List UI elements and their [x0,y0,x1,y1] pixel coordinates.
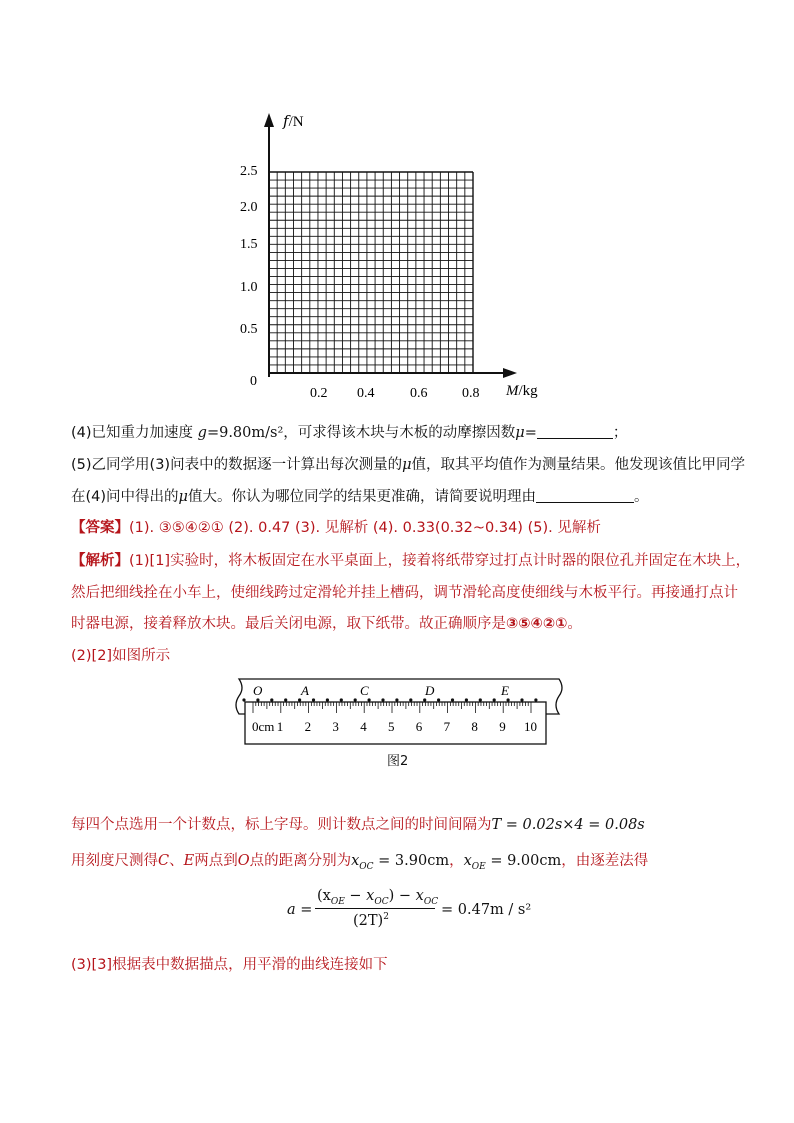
tape-dot [326,698,329,701]
x-tick-labels [310,386,480,401]
tape-dot [242,698,245,701]
tape-dot [479,698,482,701]
x-tick-label: 0.8 [462,386,480,401]
analysis-line2: 然后把细线拴在小车上，使细线跨过定滑轮并挂上槽码，调节滑轮高度使细线与木板平行。再接通打点计 [71,585,738,601]
tape-dot [520,698,523,701]
tape-dot [423,698,426,701]
figure-caption: 图2 [387,754,409,769]
ruler-label: 1 [276,719,284,734]
x-tick-label: 0.2 [310,386,328,401]
tape-dot [465,698,468,701]
ruler-label: 0cm [252,719,275,734]
tape-dot [298,698,301,701]
tape-dot [354,698,357,701]
tape-dot [381,698,384,701]
tape-dot [409,698,412,701]
y-tick-label: 2.0 [240,200,258,215]
ruler-label: 2 [304,719,312,734]
answer-line: 【答案】(1). ③⑤④②① (2). 0.47 (3). 见解析 (4). 0.33(0.32~0.34) (5). 见解析 [71,520,601,536]
ruler-label: 8 [471,719,478,734]
y-tick-label: 1.5 [240,237,258,252]
y-tick-label: 2.5 [240,164,258,179]
y-axis-arrow [264,113,274,127]
answer-blank-5[interactable] [536,488,634,503]
x-axis-label: M/kg [506,383,538,399]
measure-line: 用刻度尺测得C、E两点到O点的距离分别为$x_{OC} = 3.90cm$，$x_{OE} = 9.00cm$，由逐差法得 [71,853,649,872]
x-tick-label: 0.6 [410,386,428,401]
tape-ruler-figure [225,676,570,748]
answer-blank-4[interactable] [537,424,613,439]
ruler-label: 10 [524,719,537,734]
analysis-line4: (2)[2]如图所示 [71,648,171,664]
tape-dot [312,698,315,701]
f-m-graph [230,105,560,405]
ruler-label: 6 [415,719,423,734]
ruler-label: 7 [443,719,451,734]
ruler-label: 5 [388,719,395,734]
y-tick-label: 1.0 [240,280,258,295]
ruler-label: 4 [360,719,367,734]
tape-dot [256,698,259,701]
tape-dot [340,698,343,701]
tape-letter: O [253,683,263,698]
acceleration-formula: a = $(x_{OE} - x_{OC}) - x_{OC}$ $(2T)^2$ = 0.47m / s² [287,888,532,929]
ruler-label: 9 [499,719,506,734]
analysis-line3: 时器电源，接着释放木块。最后关闭电源，取下纸带。故正确顺序是③⑤④②①。 [71,616,582,632]
tape-letter: D [425,683,435,698]
tape-letter: A [301,683,309,698]
tape-dot [437,698,440,701]
tape-dot [270,698,273,701]
tape-dot [507,698,510,701]
ruler-label: 3 [332,719,339,734]
part3-line: (3)[3]根据表中数据描点，用平滑的曲线连接如下 [71,957,388,973]
origin-label: 0 [250,374,257,389]
y-axis-label: f/N [283,112,304,130]
question-5-line1: (5)乙同学用(3)问表中的数据逐一计算出每次测量的μ值，取其平均值作为测量结果。他发现该值比甲同学 [71,457,746,473]
tape-dot [493,698,496,701]
tape-dot [284,698,287,701]
tape-dot [395,698,398,701]
analysis-line1: 【解析】(1)[1]实验时，将木板固定在水平桌面上，接着将纸带穿过打点计时器的限位孔并固定在木块上， [71,553,751,569]
tape-dot [368,698,371,701]
tape-letter: C [360,683,369,698]
x-axis-arrow [503,368,517,378]
interval-line: 每四个点选用一个计数点，标上字母。则计数点之间的时间间隔为T = 0.02s×4 = 0.08s [71,817,645,833]
x-tick-label: 0.4 [357,386,375,401]
y-tick-labels [240,164,258,337]
graph-grid [269,172,473,373]
question-4: (4)已知重力加速度 g=9.80m/s²，可求得该木块与木板的动摩擦因数μ= ； [71,425,628,441]
tape-dot [451,698,454,701]
tape-letter: E [501,683,509,698]
question-5-line2: 在(4)问中得出的μ值大。你认为哪位同学的结果更准确，请简要说明理由 。 [71,489,649,505]
tape-dot [534,698,537,701]
y-tick-label: 0.5 [240,322,258,337]
